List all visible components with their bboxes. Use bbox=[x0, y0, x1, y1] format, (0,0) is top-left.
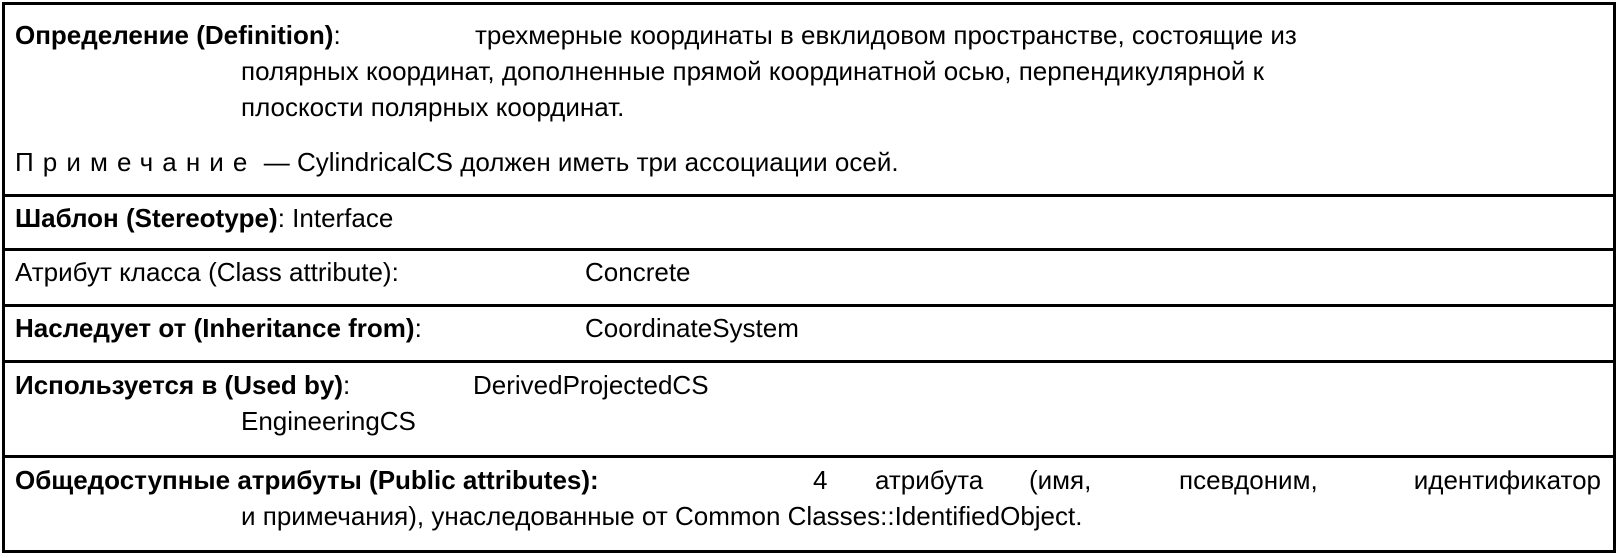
stereotype-row bbox=[5, 194, 1613, 244]
public-attributes-word: псевдоним, bbox=[1179, 465, 1318, 495]
public-attributes-word: идентификатор bbox=[1413, 465, 1601, 495]
class-description-table bbox=[2, 2, 1616, 553]
note-row bbox=[5, 148, 1613, 188]
stereotype-colon: : bbox=[277, 203, 285, 233]
class-attribute-row bbox=[5, 248, 1613, 300]
public-attributes-label: Общедоступные атрибуты (Public attributes): bbox=[15, 465, 599, 495]
definition-text-line-3: плоскости полярных координат. bbox=[241, 92, 625, 122]
note-label: Примечание bbox=[15, 147, 257, 177]
class-attribute-value: Concrete bbox=[585, 257, 691, 287]
stereotype-label: Шаблон (Stereotype) bbox=[15, 203, 278, 233]
inheritance-row bbox=[5, 304, 1613, 356]
definition-row bbox=[5, 5, 1613, 148]
used-by-item: EngineeringCS bbox=[241, 406, 416, 436]
stereotype-value: Interface bbox=[292, 203, 394, 233]
inheritance-value: CoordinateSystem bbox=[585, 313, 799, 343]
used-by-label: Используется в (Used by) bbox=[15, 370, 344, 400]
inheritance-label: Наследует от (Inheritance from) bbox=[15, 313, 415, 343]
definition-text-line-1: трехмерные координаты в евклидовом пространстве, состоящие из bbox=[475, 20, 1297, 50]
used-by-item: DerivedProjectedCS bbox=[473, 370, 709, 400]
definition-text-line-2: полярных координат, дополненные прямой координатной осью, перпендикулярной к bbox=[241, 56, 1265, 86]
used-by-colon: : bbox=[343, 370, 351, 400]
public-attributes-word: 4 bbox=[813, 465, 828, 495]
public-attributes-word: атрибута bbox=[875, 465, 984, 495]
note-text: CylindricalCS должен иметь три ассоциации осей. bbox=[296, 147, 899, 177]
class-attribute-label: Атрибут класса (Class attribute): bbox=[15, 257, 399, 287]
definition-label: Определение (Definition) bbox=[15, 20, 334, 50]
note-dash: — bbox=[263, 147, 290, 177]
used-by-row bbox=[5, 360, 1613, 455]
inheritance-colon: : bbox=[414, 313, 422, 343]
definition-colon: : bbox=[333, 20, 341, 50]
public-attributes-row bbox=[5, 455, 1613, 550]
public-attributes-word: (имя, bbox=[1029, 465, 1092, 495]
public-attributes-line-2: и примечания), унаследованные от Common Classes::IdentifiedObject. bbox=[241, 501, 1083, 531]
